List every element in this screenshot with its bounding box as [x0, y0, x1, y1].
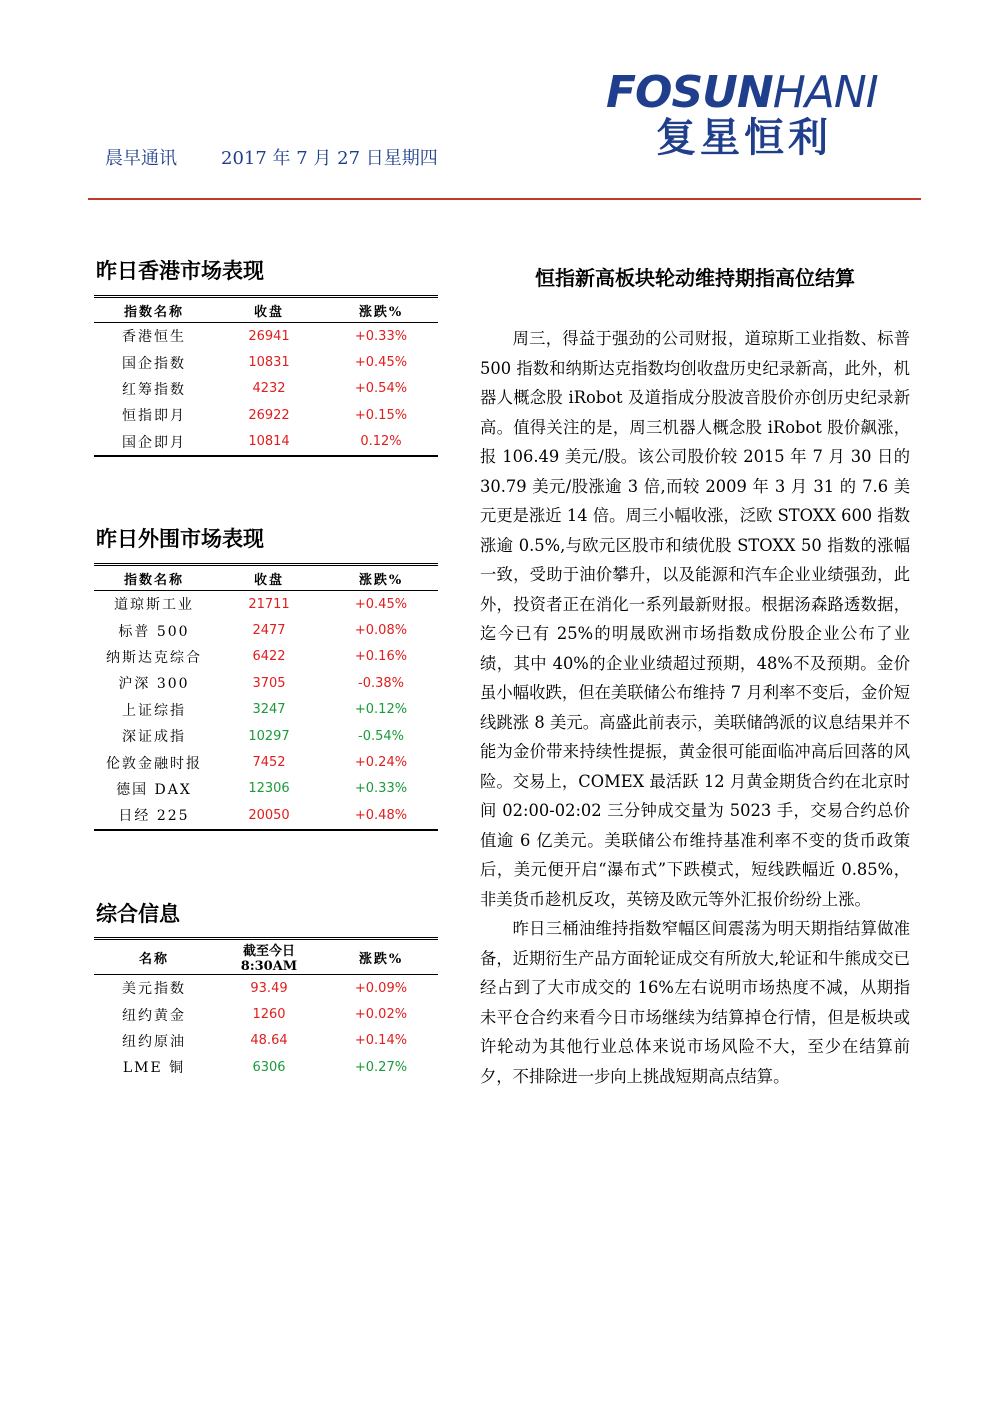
change-value: +0.45% — [354, 596, 408, 612]
index-name: 纽约黄金 — [122, 1007, 186, 1024]
change-value: +0.33% — [354, 328, 408, 344]
change-value: +0.24% — [354, 755, 408, 771]
index-name: 伦敦金融时报 — [106, 755, 202, 772]
index-name: 纽约原油 — [122, 1033, 186, 1050]
change-value: +0.02% — [354, 1007, 408, 1023]
close-value: 10814 — [214, 429, 324, 456]
close-value: 10297 — [248, 728, 290, 744]
table-row — [94, 617, 438, 643]
index-name: 美元指数 — [122, 981, 186, 998]
change-value: +0.14% — [354, 1033, 408, 1049]
index-name: 国企即月 — [94, 429, 214, 456]
table-row — [94, 349, 438, 375]
logo-en-thin: HANI — [772, 67, 878, 118]
index-name: 纳斯达克综合 — [106, 649, 202, 666]
col-header-close: 收盘 — [214, 297, 324, 323]
close-value: 3247 — [252, 702, 286, 718]
table-row — [94, 644, 438, 670]
index-name: 标普 500 — [118, 623, 190, 640]
index-name: LME 铜 — [122, 1060, 186, 1077]
table-row — [94, 1054, 438, 1080]
close-value: 2477 — [252, 623, 286, 639]
newsletter-date: 2017 年 7 月 27 日星期四 — [221, 148, 438, 169]
close-value: 1260 — [252, 1007, 286, 1023]
change-value: +0.12% — [354, 702, 408, 718]
change-value: +0.08% — [354, 623, 408, 639]
misc-info-table — [94, 937, 438, 1081]
close-value: 10831 — [248, 355, 290, 371]
change-value: -0.38% — [358, 675, 404, 691]
close-value: 21711 — [248, 596, 290, 612]
change-value: +0.15% — [354, 407, 408, 423]
col-header-change: 涨跌% — [324, 565, 438, 591]
index-name: 恒指即月 — [122, 408, 186, 425]
close-value: 6422 — [252, 649, 286, 665]
col-header-change: 涨跌% — [324, 939, 438, 975]
table-row — [94, 1028, 438, 1054]
ext-market-title: 昨日外围市场表现 — [96, 526, 264, 551]
col-header-name: 指数名称 — [94, 297, 214, 323]
table-row — [94, 429, 438, 456]
newsletter-header — [105, 144, 438, 170]
close-value: 6306 — [252, 1059, 286, 1075]
index-name: 深证成指 — [122, 729, 186, 746]
header-divider — [88, 198, 921, 200]
table-row — [94, 402, 438, 428]
table-row — [94, 1001, 438, 1027]
change-value: 0.12% — [324, 429, 438, 456]
change-value: +0.09% — [354, 980, 408, 996]
close-value: 26941 — [248, 328, 290, 344]
col-header-close: 收盘 — [214, 565, 324, 591]
col-header-change: 涨跌% — [324, 297, 438, 323]
logo-english — [606, 67, 906, 118]
close-value: 3705 — [252, 675, 286, 691]
table-row — [94, 697, 438, 723]
company-logo — [606, 67, 906, 161]
logo-en-bold: FOSUN — [606, 67, 773, 118]
close-value: 12306 — [248, 781, 290, 797]
index-name: 香港恒生 — [122, 329, 186, 346]
logo-chinese: 复星恒利 — [656, 115, 832, 161]
col-header-name: 名称 — [94, 939, 214, 975]
change-value: +0.16% — [354, 649, 408, 665]
misc-info-title: 综合信息 — [96, 901, 180, 926]
close-value: 48.64 — [250, 1033, 288, 1049]
table-row — [94, 323, 438, 350]
index-name: 红筹指数 — [122, 381, 186, 398]
table-row — [94, 723, 438, 749]
table-row — [94, 591, 438, 618]
change-value: -0.54% — [358, 728, 404, 744]
table-row — [94, 376, 438, 402]
ext-market-table — [94, 563, 438, 831]
newsletter-label: 晨早通讯 — [105, 148, 177, 169]
hk-market-table — [94, 295, 438, 457]
article-body — [480, 324, 910, 1091]
close-value: 4232 — [252, 381, 286, 397]
close-value: 20050 — [214, 802, 324, 829]
article-title: 恒指新高板块轮动维持期指高位结算 — [535, 266, 855, 290]
change-value: +0.45% — [354, 355, 408, 371]
change-value: +0.33% — [354, 781, 408, 797]
index-name: 国企指数 — [122, 355, 186, 372]
index-name: 日经 225 — [94, 802, 214, 829]
hk-market-title: 昨日香港市场表现 — [96, 258, 264, 283]
change-value: +0.27% — [354, 1059, 408, 1075]
table-row — [94, 975, 438, 1002]
index-name: 上证综指 — [122, 702, 186, 719]
col-header-time: 截至今日 8:30AM — [214, 939, 324, 975]
close-value: 26922 — [248, 407, 290, 423]
col-header-name: 指数名称 — [94, 565, 214, 591]
index-name: 沪深 300 — [118, 676, 190, 693]
table-row — [94, 776, 438, 802]
table-row — [94, 670, 438, 696]
index-name: 德国 DAX — [116, 781, 192, 798]
table-row — [94, 749, 438, 775]
close-value: 93.49 — [250, 980, 288, 996]
index-name: 道琼斯工业 — [114, 597, 194, 614]
change-value: +0.54% — [354, 381, 408, 397]
article-paragraph: 昨日三桶油维持指数窄幅区间震荡为明天期指结算做准备，近期衍生产品方面轮证成交有所放大,轮证和牛熊成交已经占到了大市成交的 16%左右说明市场热度不减，从期指未平仓合约来看今日市场继续为结算掉仓行情，但是板块或许轮动为其他行业总体来说市场风险不大，至少在结算前夕，不排除进一步向上挑战短期高点结算。 — [480, 919, 910, 1086]
table-row — [94, 802, 438, 829]
change-value: +0.48% — [324, 802, 438, 829]
close-value: 7452 — [252, 755, 286, 771]
article-paragraph: 周三，得益于强劲的公司财报，道琼斯工业指数、标普 500 指数和纳斯达克指数均创收盘历史纪录新高，此外，机器人概念股 iRobot 及道指成分股波音股价亦创历史纪录新高。值得关注的是，周三机器人概念股 iRobot 股价飙涨，报 106.49 美元/股。该公司股价较 2015 年 7 月 30 日的 30.79 美元/股涨逾 3 倍,而较 2009 年 3 月 31 的 7.6 美元更是涨近 14 倍。周三小幅收涨，泛欧 STOXX 600 指数涨逾 0.5%,与欧元区股市和绩优股 STOXX 50 指数的涨幅一致，受助于油价攀升，以及能源和汽车企业业绩强劲，此外，投资者正在消化一系列最新财报。根据汤森路透数据，迄今已有 25%的明晟欧洲市场指数成份股企业公布了业绩，其中 40%的企业业绩超过预期，48%不及预期。金价虽小幅收跌，但在美联储公布维持 7 月利率不变后，金价短线跳涨 8 美元。高盛此前表示，美联储鸽派的议息结果并不能为金价带来持续性提振，黄金很可能面临冲高后回落的风险。交易上，COMEX 最活跃 12 月黄金期货合约在北京时间 02:00-02:02 三分钟成交量为 5023 手，交易合约总价值逾 6 亿美元。美联储公布维持基准利率不变的货币政策后，美元便开启“瀑布式”下跌模式，短线跌幅近 0.85%，非美货币趁机反攻，英镑及欧元等外汇报价纷纷上涨。 — [480, 329, 910, 909]
